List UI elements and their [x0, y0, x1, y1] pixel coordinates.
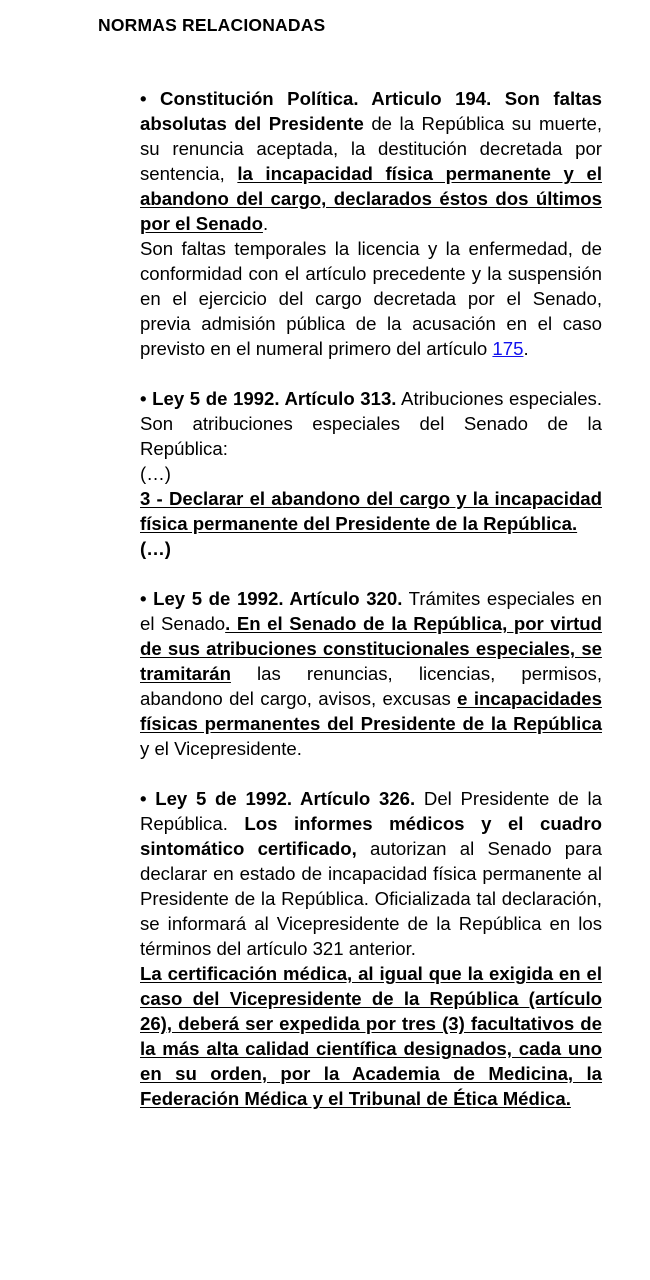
- clause-body-text-1: Del Presidente de la República.: [140, 788, 602, 834]
- clause-heading-text: Ley 5 de 1992. Artículo 326.: [155, 788, 416, 809]
- article-175-link[interactable]: 175: [492, 338, 524, 359]
- bullet-icon: •: [140, 388, 147, 409]
- clause-block-ley5-326: [140, 786, 602, 1111]
- page-title: NORMAS RELACIONADAS: [98, 15, 326, 35]
- clause-body-text: de la República su muerte, su renuncia aceptada, la destitución decretada por sentencia,: [140, 113, 602, 184]
- ellipsis-text: (…): [140, 538, 171, 559]
- ellipsis-text: (…): [140, 463, 171, 484]
- clause-emphasis-text-1: . En el Senado de la República, por virtud de sus atribuciones constitucionales especiales, se tramitarán: [140, 613, 602, 684]
- clause-numbered-item-3: [140, 486, 602, 536]
- clause-continuation-text: Son faltas temporales la licencia y la enfermedad, de conformidad con el artículo precedente y la suspensión en el ejercicio del cargo decretada por el Senado, previa admisión pública de la acusación en el caso previsto en el numeral primero del artículo: [140, 238, 602, 359]
- clause-body-text-3: y el Vicepresidente.: [140, 738, 302, 759]
- bullet-icon: •: [140, 88, 147, 109]
- clause-period: .: [262, 213, 269, 234]
- document-body: [140, 86, 602, 1111]
- clause-body-text-2: autorizan al Senado para declarar en estado de incapacidad física permanente al Presidente de la República. Oficializada tal declaración, se informará al Vicepresidente de la República en los términos del artículo 321 anterior.: [140, 838, 602, 959]
- numbered-item-text: 3 - Declarar el abandono del cargo y la incapacidad física permanente del Presidente de la República.: [140, 488, 602, 534]
- clause-block-ley5-320: [140, 586, 602, 761]
- clause-continuation-period: .: [523, 338, 529, 359]
- clause-block-ley5-313: [140, 386, 602, 561]
- clause-body-text-2: las renuncias, licencias, permisos, abandono del cargo, avisos, excusas: [140, 663, 602, 709]
- clause-heading-text: Constitución Política. Articulo 194. Son faltas absolutas del Presidente: [140, 88, 602, 134]
- clause-emphasis-text: la incapacidad física permanente y el abandono del cargo, declarados éstos dos últimos por el Senado: [140, 163, 602, 234]
- clause-ellipsis-second: [140, 536, 602, 561]
- bullet-icon: •: [140, 588, 147, 609]
- clause-ellipsis-first: [140, 461, 602, 486]
- clause-bold-text: Los informes médicos y el cuadro sintomático certificado,: [140, 813, 602, 859]
- clause-body-text: Atribuciones especiales. Son atribuciones especiales del Senado de la República:: [140, 388, 603, 459]
- clause-emphasis-text-2: e incapacidades físicas permanentes del Presidente de la República: [140, 688, 602, 734]
- clause-heading-text: Ley 5 de 1992. Artículo 320.: [153, 588, 403, 609]
- clause-body-text-1: Trámites especiales en el Senado: [140, 588, 602, 634]
- clause-heading-text: Ley 5 de 1992. Artículo 313.: [152, 388, 397, 409]
- bullet-icon: •: [140, 788, 147, 809]
- clause-block-constitucion-194: [140, 86, 602, 361]
- clause-continuation-emphasis: La certificación médica, al igual que la exigida en el caso del Vicepresidente de la República (artículo 26), deberá ser expedida por tres (3) facultativos de la más alta calidad científica designados, cada uno en su orden, por la Academia de Medicina, la Federación Médica y el Tribunal de Ética Médica.: [140, 963, 602, 1109]
